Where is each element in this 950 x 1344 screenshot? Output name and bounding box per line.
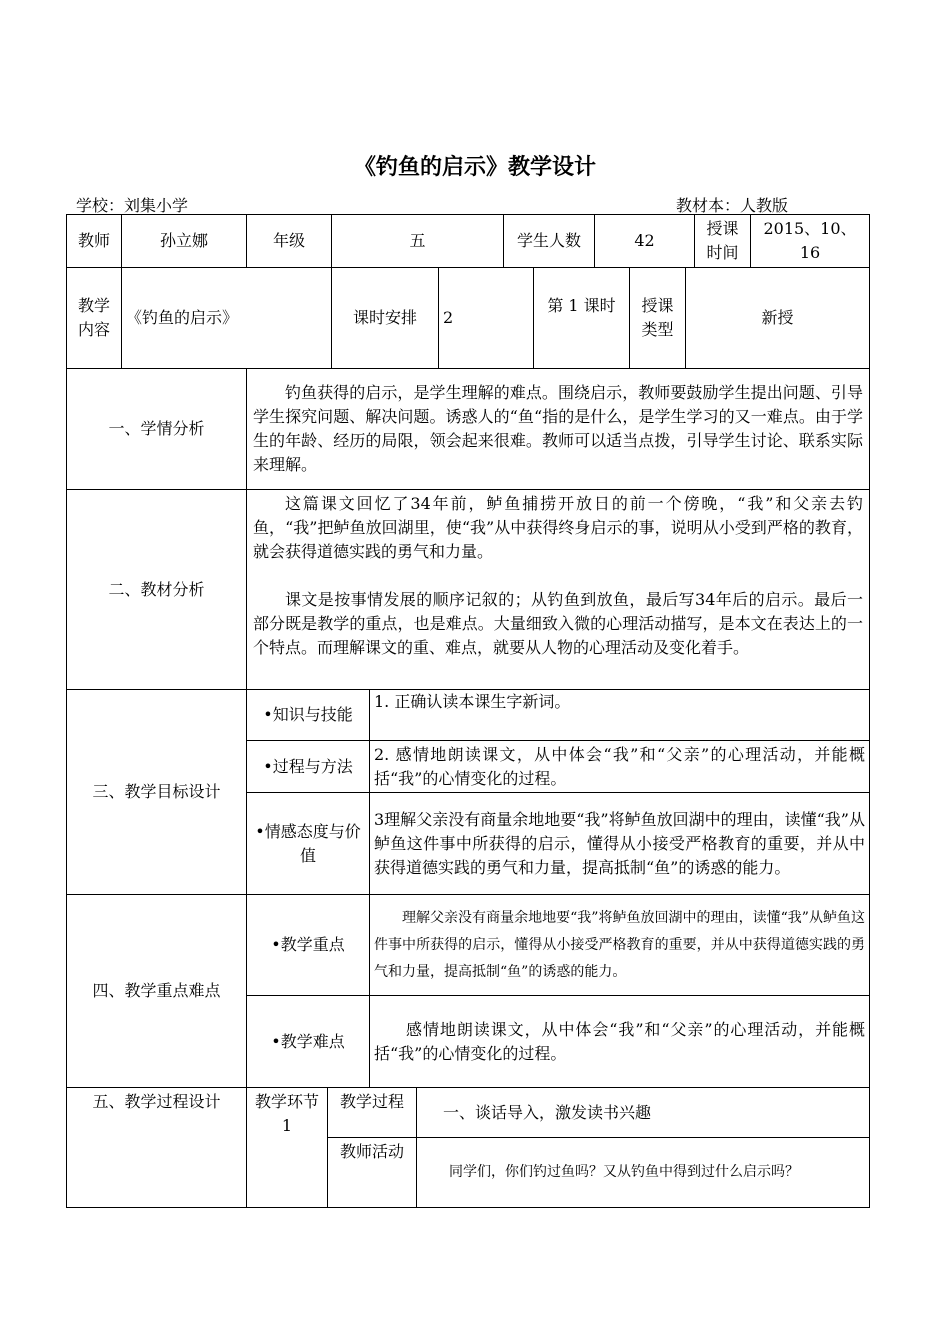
section3-label: 三、教学目标设计: [67, 690, 247, 895]
objective-label: •过程与方法: [247, 741, 370, 793]
grade-value: 五: [332, 215, 504, 268]
key-point-label: •教学重点: [247, 895, 370, 996]
document-title: 《钓鱼的启示》教学设计: [353, 155, 596, 180]
grade-label: 年级: [247, 215, 332, 268]
textbook-version: 教材本：人教版: [676, 196, 789, 215]
sections-table: [66, 368, 870, 1208]
lesson-number: 第 1 课时: [534, 268, 630, 369]
difficulty-text: 感情地朗读课文，从中体会“我”和“父亲”的心理活动，并能概括“我”的心情变化的过程。: [370, 996, 870, 1088]
hours-label: 课时安排: [332, 268, 439, 369]
content-value: 《钓鱼的启示》: [122, 268, 332, 369]
school-name: 学校：刘集小学: [76, 196, 189, 215]
hours-value: 2: [439, 268, 534, 369]
teacher-activity-text: 同学们，你们钓过鱼吗？又从钓鱼中得到过什么启示吗？: [417, 1138, 870, 1208]
section4-label: 四、教学重点难点: [67, 895, 247, 1088]
objective-label: •情感态度与价值: [247, 793, 370, 895]
type-label: 授课类型: [630, 268, 686, 369]
type-value: 新授: [686, 268, 870, 369]
objective-label: •知识与技能: [247, 690, 370, 741]
teacher-activity-label: 教师活动: [328, 1138, 417, 1208]
teaching-stage: 教学环节1: [247, 1088, 328, 1208]
time-value: 2015、10、16: [751, 215, 870, 268]
section1-text: 钓鱼获得的启示，是学生理解的难点。围绕启示，教师要鼓励学生提出问题、引导学生探究问题、解决问题。诱惑人的“鱼“指的是什么，是学生学习的又一难点。由于学生的年龄、经历的局限，领会起来很难。教师可以适当点拨，引导学生讨论、联系实际来理解。: [247, 369, 870, 490]
info-table: [66, 214, 870, 268]
time-label: 授课时间: [695, 215, 751, 268]
objective-text: 3理解父亲没有商量余地地要“我”将鲈鱼放回湖中的理由，读懂“我”从鲈鱼这件事中所获得的启示，懂得从小接受严格教育的重要，并从中获得道德实践的勇气和力量，提高抵制“鱼”的诱惑的能力。: [370, 793, 870, 895]
students-label: 学生人数: [504, 215, 595, 268]
section2-label: 二、教材分析: [67, 490, 247, 690]
objective-text: 2. 感情地朗读课文，从中体会“我”和“父亲”的心理活动，并能概括“我”的心情变化的过程。: [370, 741, 870, 793]
students-value: 42: [595, 215, 695, 268]
section2-paragraph-1: 这篇课文回忆了34年前，鲈鱼捕捞开放日的前一个傍晚，“我”和父亲去钓鱼，“我”把鲈鱼放回湖里，使“我”从中获得终身启示的事，说明从小受到严格的教育，就会获得道德实践的勇气和力量。: [253, 494, 863, 561]
section2-paragraph-2: 课文是按事情发展的顺序记叙的；从钓鱼到放鱼，最后写34年后的启示。最后一部分既是教学的重点，也是难点。大量细致入微的心理活动描写，是本文在表达上的一个特点。而理解课文的重、难点，就要从人物的心理活动及变化着手。: [253, 590, 863, 657]
process-text: 一、谈话导入，激发读书兴趣: [417, 1088, 870, 1138]
teacher-value: 孙立娜: [122, 215, 247, 268]
objective-text: 1. 正确认读本课生字新词。: [370, 690, 870, 741]
section5-label: 五、教学过程设计: [67, 1088, 247, 1208]
teacher-label: 教师: [67, 215, 122, 268]
difficulty-label: •教学难点: [247, 996, 370, 1088]
key-point-text: 理解父亲没有商量余地地要“我”将鲈鱼放回湖中的理由，读懂“我”从鲈鱼这件事中所获得的启示，懂得从小接受严格教育的重要，并从中获得道德实践的勇气和力量，提高抵制“鱼”的诱惑的能力。: [370, 895, 870, 996]
content-table: [66, 267, 870, 369]
content-label: 教学内容: [67, 268, 122, 369]
section1-label: 一、学情分析: [67, 369, 247, 490]
process-label: 教学过程: [328, 1088, 417, 1138]
